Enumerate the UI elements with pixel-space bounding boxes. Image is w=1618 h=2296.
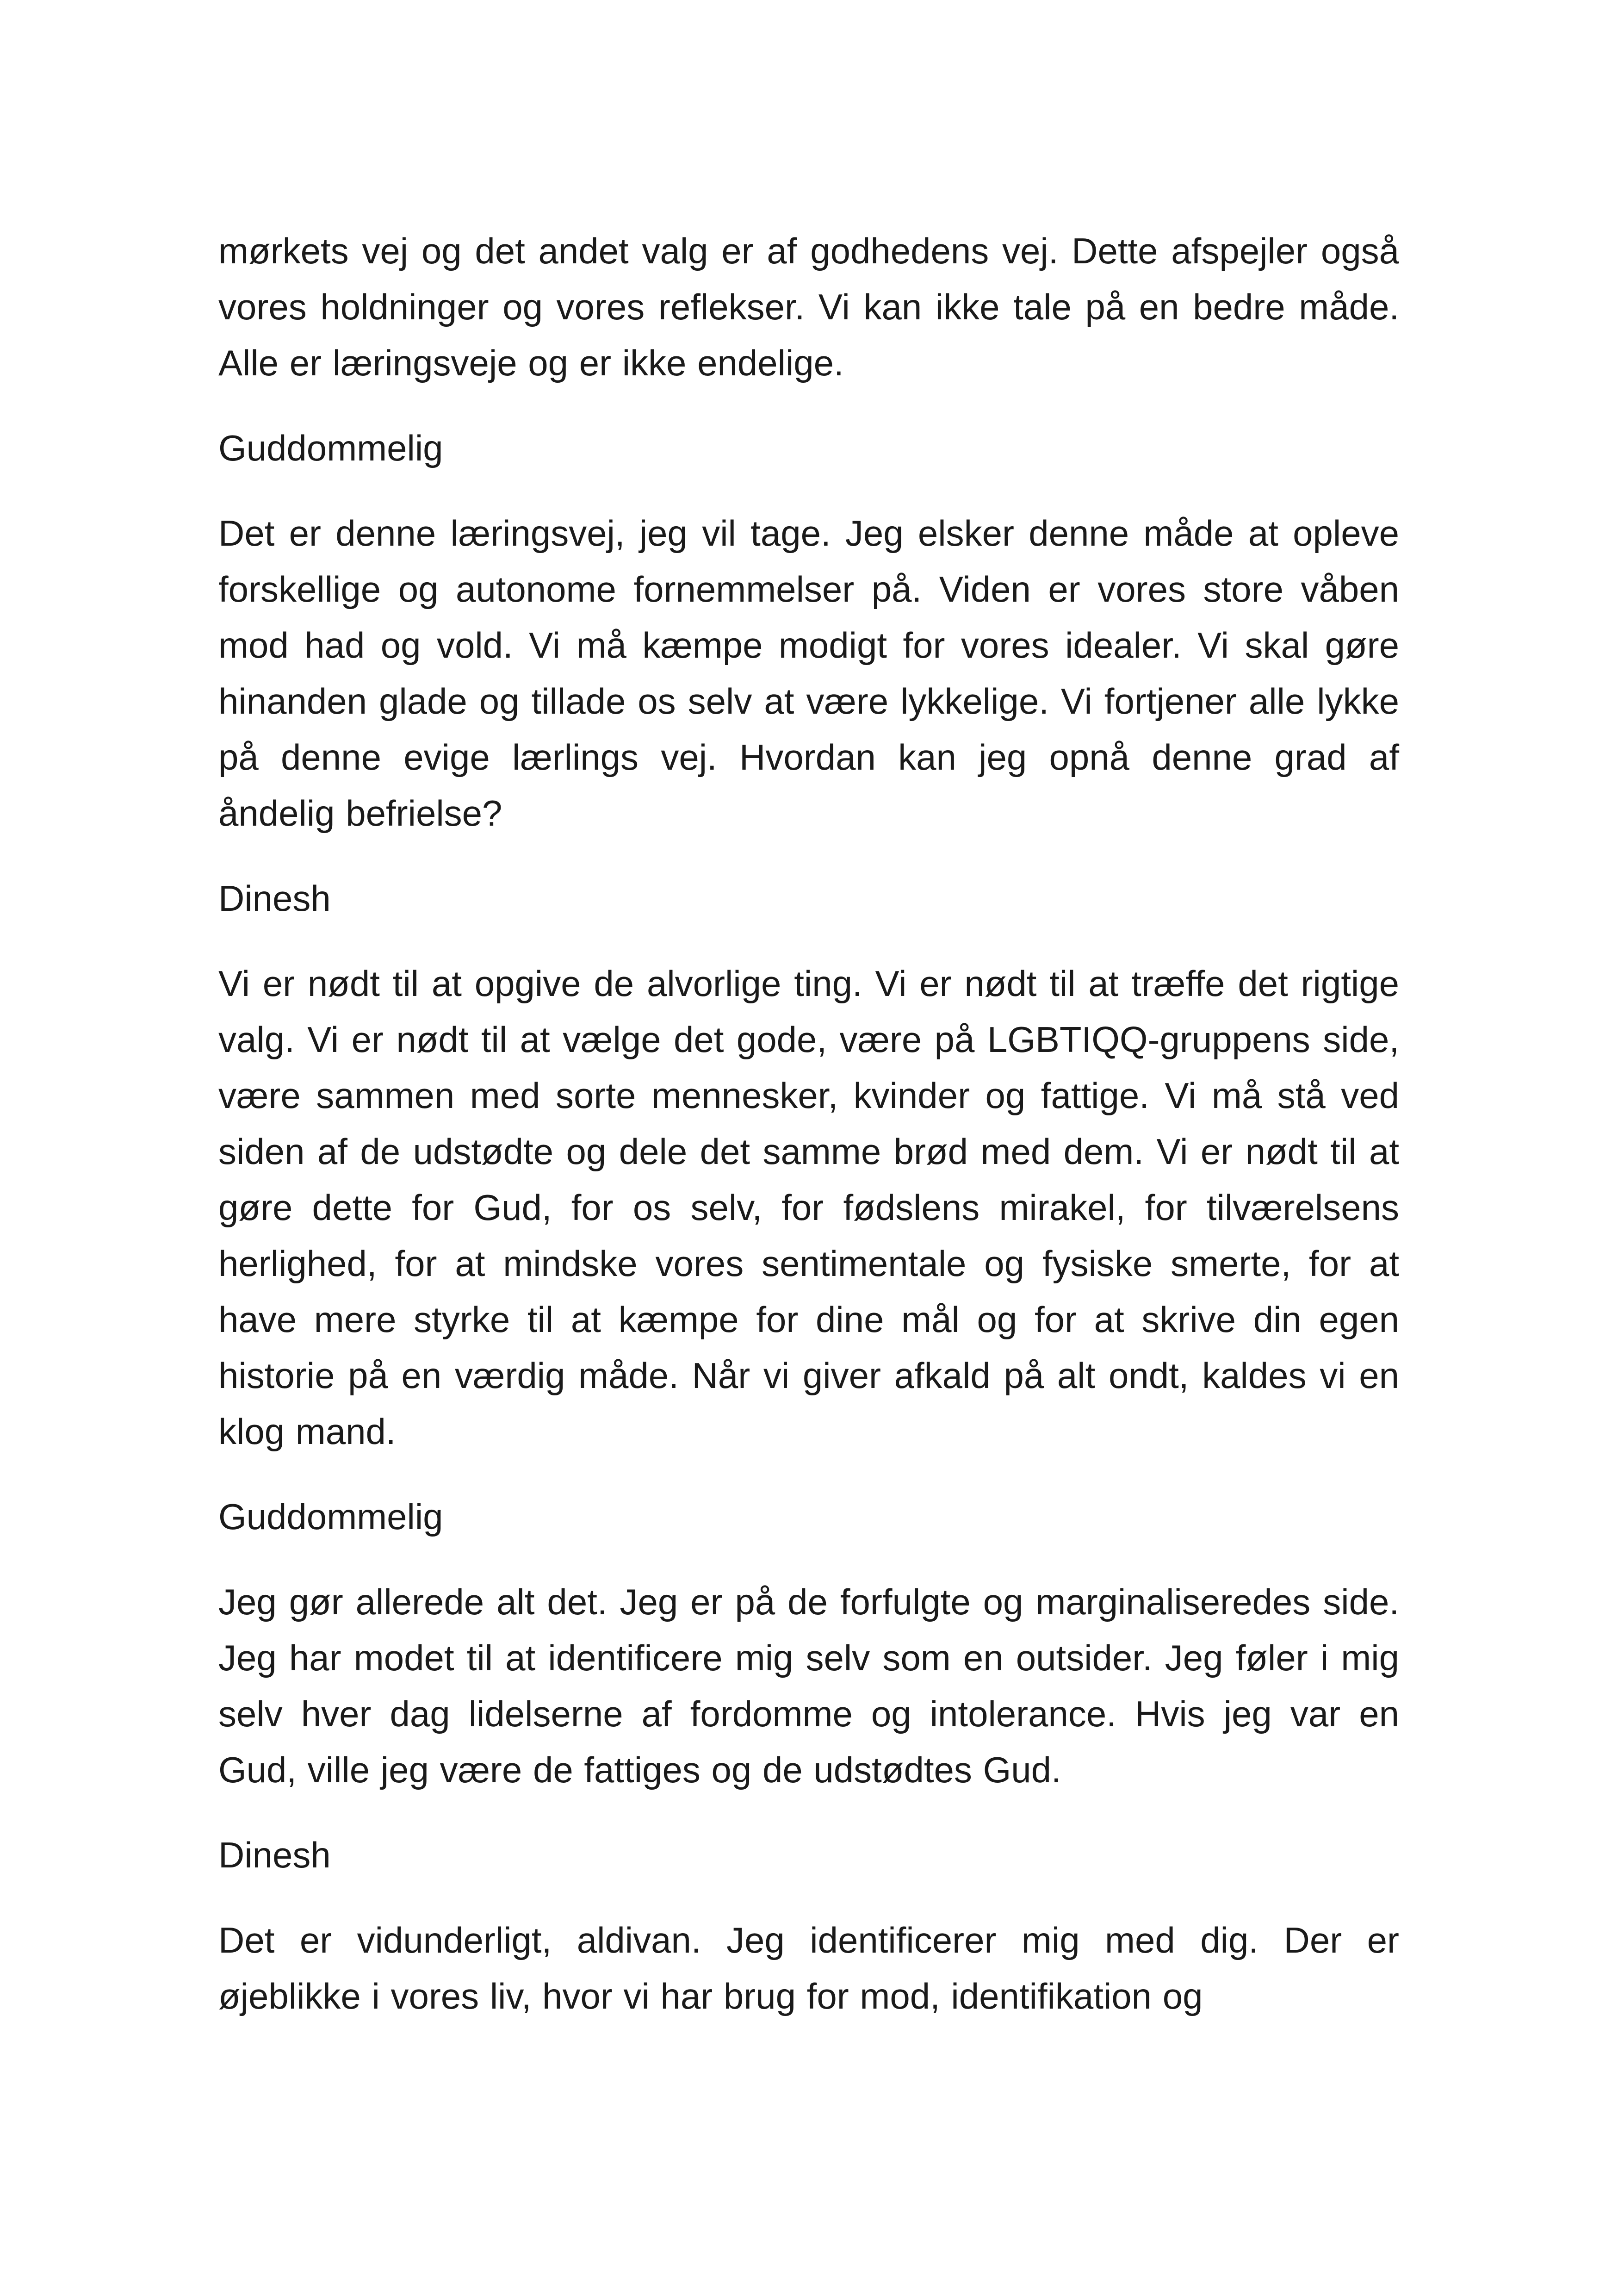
- speaker-label-guddommelig: Guddommelig: [218, 1496, 443, 1537]
- paragraph-dinesh-2: Det er vidunderligt, aldivan. Jeg identificerer mig med dig. Der er øjeblikke i vores liv, hvor vi har brug for mod, identifikation og: [218, 1920, 1399, 2016]
- paragraph-continuation: mørkets vej og det andet valg er af godhedens vej. Dette afspejler også vores holdninger og vores reflekser. Vi kan ikke tale på en bedre måde. Alle er læringsveje og er ikke endelige.: [218, 230, 1399, 383]
- page-body: [218, 223, 1399, 2024]
- paragraph-guddommelig-2: Jeg gør allerede alt det. Jeg er på de forfulgte og marginaliseredes side. Jeg har modet til at identificere mig selv som en outsider. Jeg føler i mig selv hver dag lidelserne af fordomme og intolerance. Hvis jeg var en Gud, ville jeg være de fattiges og de udstødtes Gud.: [218, 1581, 1399, 1790]
- paragraph-dinesh-1: Vi er nødt til at opgive de alvorlige ting. Vi er nødt til at træffe det rigtige valg. Vi er nødt til at vælge det gode, være på LGBTIQQ-gruppens side, være sammen med sorte mennesker, kvinder og fattige. Vi må stå ved siden af de udstødte og dele det samme brød med dem. Vi er nødt til at gøre dette for Gud, for os selv, for fødslens mirakel, for tilværelsens herlighed, for at mindske vores sentimentale og fysiske smerte, for at have mere styrke til at kæmpe for dine mål og for at skrive din egen historie på en værdig måde. Når vi giver afkald på alt ondt, kaldes vi en klog mand.: [218, 963, 1399, 1452]
- paragraph-guddommelig-1: Det er denne læringsvej, jeg vil tage. Jeg elsker denne måde at opleve forskellige og autonome fornemmelser på. Viden er vores store våben mod had og vold. Vi må kæmpe modigt for vores idealer. Vi skal gøre hinanden glade og tillade os selv at være lykkelige. Vi fortjener alle lykke på denne evige lærlings vej. Hvordan kan jeg opnå denne grad af åndelig befrielse?: [218, 513, 1399, 834]
- speaker-label-guddommelig: Guddommelig: [218, 428, 443, 468]
- speaker-label-dinesh: Dinesh: [218, 878, 331, 919]
- speaker-label-dinesh: Dinesh: [218, 1835, 331, 1875]
